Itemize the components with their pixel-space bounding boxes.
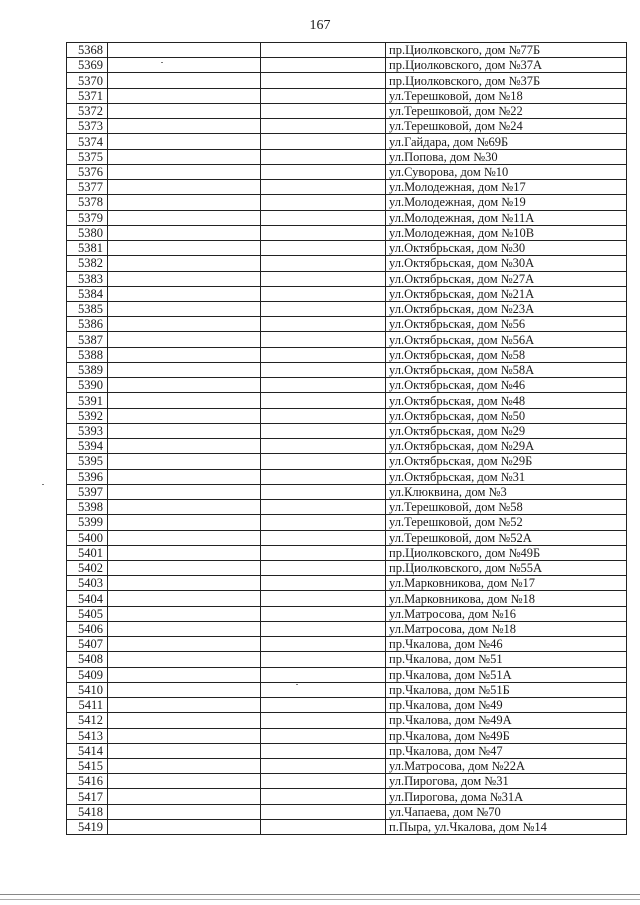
table-row bbox=[67, 149, 627, 164]
scan-bottom-rule bbox=[0, 894, 640, 895]
empty-cell bbox=[108, 819, 261, 834]
address-cell: ул.Терешковой, дом №18 bbox=[386, 88, 627, 103]
empty-cell bbox=[261, 119, 386, 134]
empty-cell bbox=[261, 286, 386, 301]
empty-cell bbox=[108, 164, 261, 179]
table-row bbox=[67, 58, 627, 73]
row-number-cell: 5416 bbox=[67, 774, 108, 789]
empty-cell bbox=[108, 545, 261, 560]
table-row bbox=[67, 241, 627, 256]
empty-cell bbox=[261, 393, 386, 408]
address-cell: пр.Чкалова, дом №51 bbox=[386, 652, 627, 667]
table-row bbox=[67, 789, 627, 804]
address-register-table bbox=[66, 42, 627, 835]
table-row bbox=[67, 393, 627, 408]
row-number-cell: 5405 bbox=[67, 606, 108, 621]
scan-speck bbox=[42, 484, 44, 485]
empty-cell bbox=[108, 88, 261, 103]
table-row bbox=[67, 621, 627, 636]
address-cell: п.Пыра, ул.Чкалова, дом №14 bbox=[386, 819, 627, 834]
row-number-cell: 5393 bbox=[67, 423, 108, 438]
table-row bbox=[67, 164, 627, 179]
empty-cell bbox=[261, 103, 386, 118]
table-row bbox=[67, 134, 627, 149]
table-row bbox=[67, 698, 627, 713]
row-number-cell: 5377 bbox=[67, 180, 108, 195]
row-number-cell: 5373 bbox=[67, 119, 108, 134]
table-row bbox=[67, 423, 627, 438]
empty-cell bbox=[261, 180, 386, 195]
empty-cell bbox=[261, 621, 386, 636]
row-number-cell: 5388 bbox=[67, 347, 108, 362]
empty-cell bbox=[261, 576, 386, 591]
row-number-cell: 5368 bbox=[67, 43, 108, 58]
empty-cell bbox=[261, 591, 386, 606]
empty-cell bbox=[261, 728, 386, 743]
address-cell: ул.Пирогова, дома №31А bbox=[386, 789, 627, 804]
empty-cell bbox=[108, 301, 261, 316]
address-cell: ул.Матросова, дом №16 bbox=[386, 606, 627, 621]
empty-cell bbox=[108, 454, 261, 469]
table-row bbox=[67, 530, 627, 545]
row-number-cell: 5410 bbox=[67, 682, 108, 697]
empty-cell bbox=[108, 728, 261, 743]
empty-cell bbox=[108, 698, 261, 713]
empty-cell bbox=[261, 73, 386, 88]
table-row bbox=[67, 804, 627, 819]
page-number: 167 bbox=[309, 18, 331, 33]
address-cell: ул.Октябрьская, дом №27А bbox=[386, 271, 627, 286]
empty-cell bbox=[108, 576, 261, 591]
empty-cell bbox=[261, 667, 386, 682]
address-cell: ул.Октябрьская, дом №30А bbox=[386, 256, 627, 271]
empty-cell bbox=[108, 180, 261, 195]
address-cell: пр.Циолковского, дом №37А bbox=[386, 58, 627, 73]
address-cell: пр.Чкалова, дом №49Б bbox=[386, 728, 627, 743]
table-row bbox=[67, 454, 627, 469]
empty-cell bbox=[261, 637, 386, 652]
empty-cell bbox=[261, 698, 386, 713]
empty-cell bbox=[261, 606, 386, 621]
empty-cell bbox=[261, 560, 386, 575]
address-cell: ул.Октябрьская, дом №31 bbox=[386, 469, 627, 484]
empty-cell bbox=[108, 378, 261, 393]
empty-cell bbox=[108, 73, 261, 88]
row-number-cell: 5379 bbox=[67, 210, 108, 225]
table-row bbox=[67, 408, 627, 423]
address-cell: ул.Октябрьская, дом №30 bbox=[386, 241, 627, 256]
empty-cell bbox=[108, 591, 261, 606]
empty-cell bbox=[108, 317, 261, 332]
row-number-cell: 5387 bbox=[67, 332, 108, 347]
address-cell: пр.Чкалова, дом №46 bbox=[386, 637, 627, 652]
row-number-cell: 5383 bbox=[67, 271, 108, 286]
table-row bbox=[67, 301, 627, 316]
table-row bbox=[67, 545, 627, 560]
empty-cell bbox=[261, 743, 386, 758]
row-number-cell: 5409 bbox=[67, 667, 108, 682]
row-number-cell: 5391 bbox=[67, 393, 108, 408]
table-row bbox=[67, 271, 627, 286]
empty-cell bbox=[108, 667, 261, 682]
row-number-cell: 5411 bbox=[67, 698, 108, 713]
empty-cell bbox=[108, 469, 261, 484]
empty-cell bbox=[261, 789, 386, 804]
table-row bbox=[67, 652, 627, 667]
row-number-cell: 5384 bbox=[67, 286, 108, 301]
empty-cell bbox=[108, 530, 261, 545]
table-row bbox=[67, 606, 627, 621]
empty-cell bbox=[108, 682, 261, 697]
address-cell: ул.Октябрьская, дом №56 bbox=[386, 317, 627, 332]
empty-cell bbox=[261, 134, 386, 149]
address-cell: ул.Матросова, дом №18 bbox=[386, 621, 627, 636]
empty-cell bbox=[261, 500, 386, 515]
address-cell: ул.Терешковой, дом №58 bbox=[386, 500, 627, 515]
row-number-cell: 5376 bbox=[67, 164, 108, 179]
table-row bbox=[67, 180, 627, 195]
row-number-cell: 5390 bbox=[67, 378, 108, 393]
empty-cell bbox=[108, 332, 261, 347]
empty-cell bbox=[261, 530, 386, 545]
table-row bbox=[67, 591, 627, 606]
table-row bbox=[67, 332, 627, 347]
address-cell: ул.Марковникова, дом №17 bbox=[386, 576, 627, 591]
empty-cell bbox=[261, 317, 386, 332]
row-number-cell: 5408 bbox=[67, 652, 108, 667]
table-row bbox=[67, 73, 627, 88]
row-number-cell: 5394 bbox=[67, 439, 108, 454]
empty-cell bbox=[108, 286, 261, 301]
empty-cell bbox=[261, 332, 386, 347]
address-cell: ул.Терешковой, дом №24 bbox=[386, 119, 627, 134]
table-row bbox=[67, 286, 627, 301]
row-number-cell: 5402 bbox=[67, 560, 108, 575]
row-number-cell: 5380 bbox=[67, 225, 108, 240]
empty-cell bbox=[108, 43, 261, 58]
empty-cell bbox=[261, 149, 386, 164]
address-cell: ул.Октябрьская, дом №29Б bbox=[386, 454, 627, 469]
empty-cell bbox=[108, 393, 261, 408]
empty-cell bbox=[261, 819, 386, 834]
address-cell: ул.Марковникова, дом №18 bbox=[386, 591, 627, 606]
row-number-cell: 5392 bbox=[67, 408, 108, 423]
empty-cell bbox=[108, 271, 261, 286]
scan-speck bbox=[161, 62, 163, 63]
table-row bbox=[67, 362, 627, 377]
address-cell: ул.Октябрьская, дом №29А bbox=[386, 439, 627, 454]
empty-cell bbox=[108, 500, 261, 515]
table-row bbox=[67, 667, 627, 682]
table-row bbox=[67, 759, 627, 774]
row-number-cell: 5407 bbox=[67, 637, 108, 652]
empty-cell bbox=[108, 423, 261, 438]
address-cell: ул.Пирогова, дом №31 bbox=[386, 774, 627, 789]
empty-cell bbox=[108, 560, 261, 575]
address-cell: пр.Чкалова, дом №49 bbox=[386, 698, 627, 713]
row-number-cell: 5398 bbox=[67, 500, 108, 515]
row-number-cell: 5401 bbox=[67, 545, 108, 560]
table-row bbox=[67, 515, 627, 530]
row-number-cell: 5397 bbox=[67, 484, 108, 499]
scan-bottom-rule bbox=[0, 899, 640, 900]
empty-cell bbox=[108, 484, 261, 499]
row-number-cell: 5375 bbox=[67, 149, 108, 164]
empty-cell bbox=[261, 469, 386, 484]
empty-cell bbox=[261, 454, 386, 469]
table-row bbox=[67, 317, 627, 332]
empty-cell bbox=[108, 195, 261, 210]
empty-cell bbox=[108, 759, 261, 774]
empty-cell bbox=[261, 545, 386, 560]
address-cell: пр.Циолковского, дом №55А bbox=[386, 560, 627, 575]
empty-cell bbox=[108, 347, 261, 362]
row-number-cell: 5418 bbox=[67, 804, 108, 819]
empty-cell bbox=[261, 164, 386, 179]
row-number-cell: 5399 bbox=[67, 515, 108, 530]
empty-cell bbox=[108, 408, 261, 423]
empty-cell bbox=[261, 256, 386, 271]
empty-cell bbox=[261, 225, 386, 240]
table-row bbox=[67, 819, 627, 834]
table-row bbox=[67, 347, 627, 362]
address-cell: ул.Октябрьская, дом №48 bbox=[386, 393, 627, 408]
empty-cell bbox=[261, 58, 386, 73]
empty-cell bbox=[108, 606, 261, 621]
table-row bbox=[67, 713, 627, 728]
address-cell: ул.Гайдара, дом №69Б bbox=[386, 134, 627, 149]
address-cell: ул.Октябрьская, дом №58А bbox=[386, 362, 627, 377]
empty-cell bbox=[261, 88, 386, 103]
row-number-cell: 5381 bbox=[67, 241, 108, 256]
empty-cell bbox=[261, 43, 386, 58]
row-number-cell: 5378 bbox=[67, 195, 108, 210]
empty-cell bbox=[108, 713, 261, 728]
empty-cell bbox=[261, 439, 386, 454]
row-number-cell: 5386 bbox=[67, 317, 108, 332]
empty-cell bbox=[108, 804, 261, 819]
empty-cell bbox=[261, 195, 386, 210]
address-cell: ул.Октябрьская, дом №56А bbox=[386, 332, 627, 347]
address-cell: ул.Терешковой, дом №22 bbox=[386, 103, 627, 118]
address-cell: ул.Молодежная, дом №10В bbox=[386, 225, 627, 240]
empty-cell bbox=[108, 149, 261, 164]
address-cell: пр.Чкалова, дом №47 bbox=[386, 743, 627, 758]
row-number-cell: 5412 bbox=[67, 713, 108, 728]
row-number-cell: 5403 bbox=[67, 576, 108, 591]
empty-cell bbox=[108, 58, 261, 73]
row-number-cell: 5396 bbox=[67, 469, 108, 484]
address-cell: пр.Чкалова, дом №49А bbox=[386, 713, 627, 728]
table-row bbox=[67, 484, 627, 499]
table-row bbox=[67, 469, 627, 484]
empty-cell bbox=[261, 423, 386, 438]
empty-cell bbox=[108, 774, 261, 789]
table-row bbox=[67, 637, 627, 652]
empty-cell bbox=[261, 210, 386, 225]
empty-cell bbox=[261, 484, 386, 499]
empty-cell bbox=[108, 241, 261, 256]
row-number-cell: 5419 bbox=[67, 819, 108, 834]
empty-cell bbox=[261, 362, 386, 377]
empty-cell bbox=[108, 103, 261, 118]
address-cell: ул.Октябрьская, дом №23А bbox=[386, 301, 627, 316]
address-cell: ул.Матросова, дом №22А bbox=[386, 759, 627, 774]
empty-cell bbox=[108, 119, 261, 134]
table-row bbox=[67, 560, 627, 575]
address-cell: ул.Молодежная, дом №19 bbox=[386, 195, 627, 210]
address-cell: пр.Циолковского, дом №77Б bbox=[386, 43, 627, 58]
table-row bbox=[67, 378, 627, 393]
row-number-cell: 5385 bbox=[67, 301, 108, 316]
empty-cell bbox=[261, 713, 386, 728]
address-cell: ул.Октябрьская, дом №29 bbox=[386, 423, 627, 438]
address-cell: пр.Циолковского, дом №37Б bbox=[386, 73, 627, 88]
address-cell: ул.Октябрьская, дом №46 bbox=[386, 378, 627, 393]
empty-cell bbox=[108, 621, 261, 636]
address-cell: ул.Суворова, дом №10 bbox=[386, 164, 627, 179]
row-number-cell: 5395 bbox=[67, 454, 108, 469]
row-number-cell: 5372 bbox=[67, 103, 108, 118]
address-cell: ул.Попова, дом №30 bbox=[386, 149, 627, 164]
table-row bbox=[67, 119, 627, 134]
empty-cell bbox=[261, 515, 386, 530]
table-row bbox=[67, 728, 627, 743]
address-register-body bbox=[67, 43, 627, 835]
empty-cell bbox=[261, 241, 386, 256]
row-number-cell: 5404 bbox=[67, 591, 108, 606]
address-cell: ул.Терешковой, дом №52 bbox=[386, 515, 627, 530]
table-row bbox=[67, 682, 627, 697]
table-row bbox=[67, 43, 627, 58]
row-number-cell: 5413 bbox=[67, 728, 108, 743]
empty-cell bbox=[108, 652, 261, 667]
row-number-cell: 5369 bbox=[67, 58, 108, 73]
empty-cell bbox=[261, 759, 386, 774]
table-row bbox=[67, 774, 627, 789]
row-number-cell: 5370 bbox=[67, 73, 108, 88]
table-row bbox=[67, 576, 627, 591]
row-number-cell: 5417 bbox=[67, 789, 108, 804]
address-cell: ул.Октябрьская, дом №21А bbox=[386, 286, 627, 301]
empty-cell bbox=[108, 210, 261, 225]
empty-cell bbox=[261, 774, 386, 789]
row-number-cell: 5414 bbox=[67, 743, 108, 758]
row-number-cell: 5371 bbox=[67, 88, 108, 103]
table-row bbox=[67, 88, 627, 103]
empty-cell bbox=[261, 408, 386, 423]
scan-speck bbox=[296, 684, 298, 685]
table-row bbox=[67, 500, 627, 515]
address-cell: ул.Октябрьская, дом №58 bbox=[386, 347, 627, 362]
address-cell: пр.Чкалова, дом №51А bbox=[386, 667, 627, 682]
empty-cell bbox=[261, 652, 386, 667]
table-row bbox=[67, 103, 627, 118]
address-cell: ул.Чапаева, дом №70 bbox=[386, 804, 627, 819]
empty-cell bbox=[108, 134, 261, 149]
empty-cell bbox=[261, 378, 386, 393]
row-number-cell: 5400 bbox=[67, 530, 108, 545]
table-row bbox=[67, 195, 627, 210]
empty-cell bbox=[261, 271, 386, 286]
row-number-cell: 5406 bbox=[67, 621, 108, 636]
table-row bbox=[67, 210, 627, 225]
row-number-cell: 5389 bbox=[67, 362, 108, 377]
row-number-cell: 5374 bbox=[67, 134, 108, 149]
table-row bbox=[67, 743, 627, 758]
address-cell: ул.Молодежная, дом №17 bbox=[386, 180, 627, 195]
empty-cell bbox=[108, 256, 261, 271]
table-row bbox=[67, 225, 627, 240]
empty-cell bbox=[108, 789, 261, 804]
empty-cell bbox=[108, 439, 261, 454]
address-cell: пр.Чкалова, дом №51Б bbox=[386, 682, 627, 697]
empty-cell bbox=[108, 225, 261, 240]
address-cell: ул.Клюквина, дом №3 bbox=[386, 484, 627, 499]
empty-cell bbox=[261, 804, 386, 819]
empty-cell bbox=[108, 362, 261, 377]
address-cell: пр.Циолковского, дом №49Б bbox=[386, 545, 627, 560]
address-cell: ул.Октябрьская, дом №50 bbox=[386, 408, 627, 423]
empty-cell bbox=[261, 301, 386, 316]
empty-cell bbox=[108, 743, 261, 758]
address-cell: ул.Терешковой, дом №52А bbox=[386, 530, 627, 545]
empty-cell bbox=[108, 637, 261, 652]
row-number-cell: 5382 bbox=[67, 256, 108, 271]
row-number-cell: 5415 bbox=[67, 759, 108, 774]
empty-cell bbox=[108, 515, 261, 530]
address-cell: ул.Молодежная, дом №11А bbox=[386, 210, 627, 225]
empty-cell bbox=[261, 682, 386, 697]
table-row bbox=[67, 256, 627, 271]
empty-cell bbox=[261, 347, 386, 362]
table-row bbox=[67, 439, 627, 454]
